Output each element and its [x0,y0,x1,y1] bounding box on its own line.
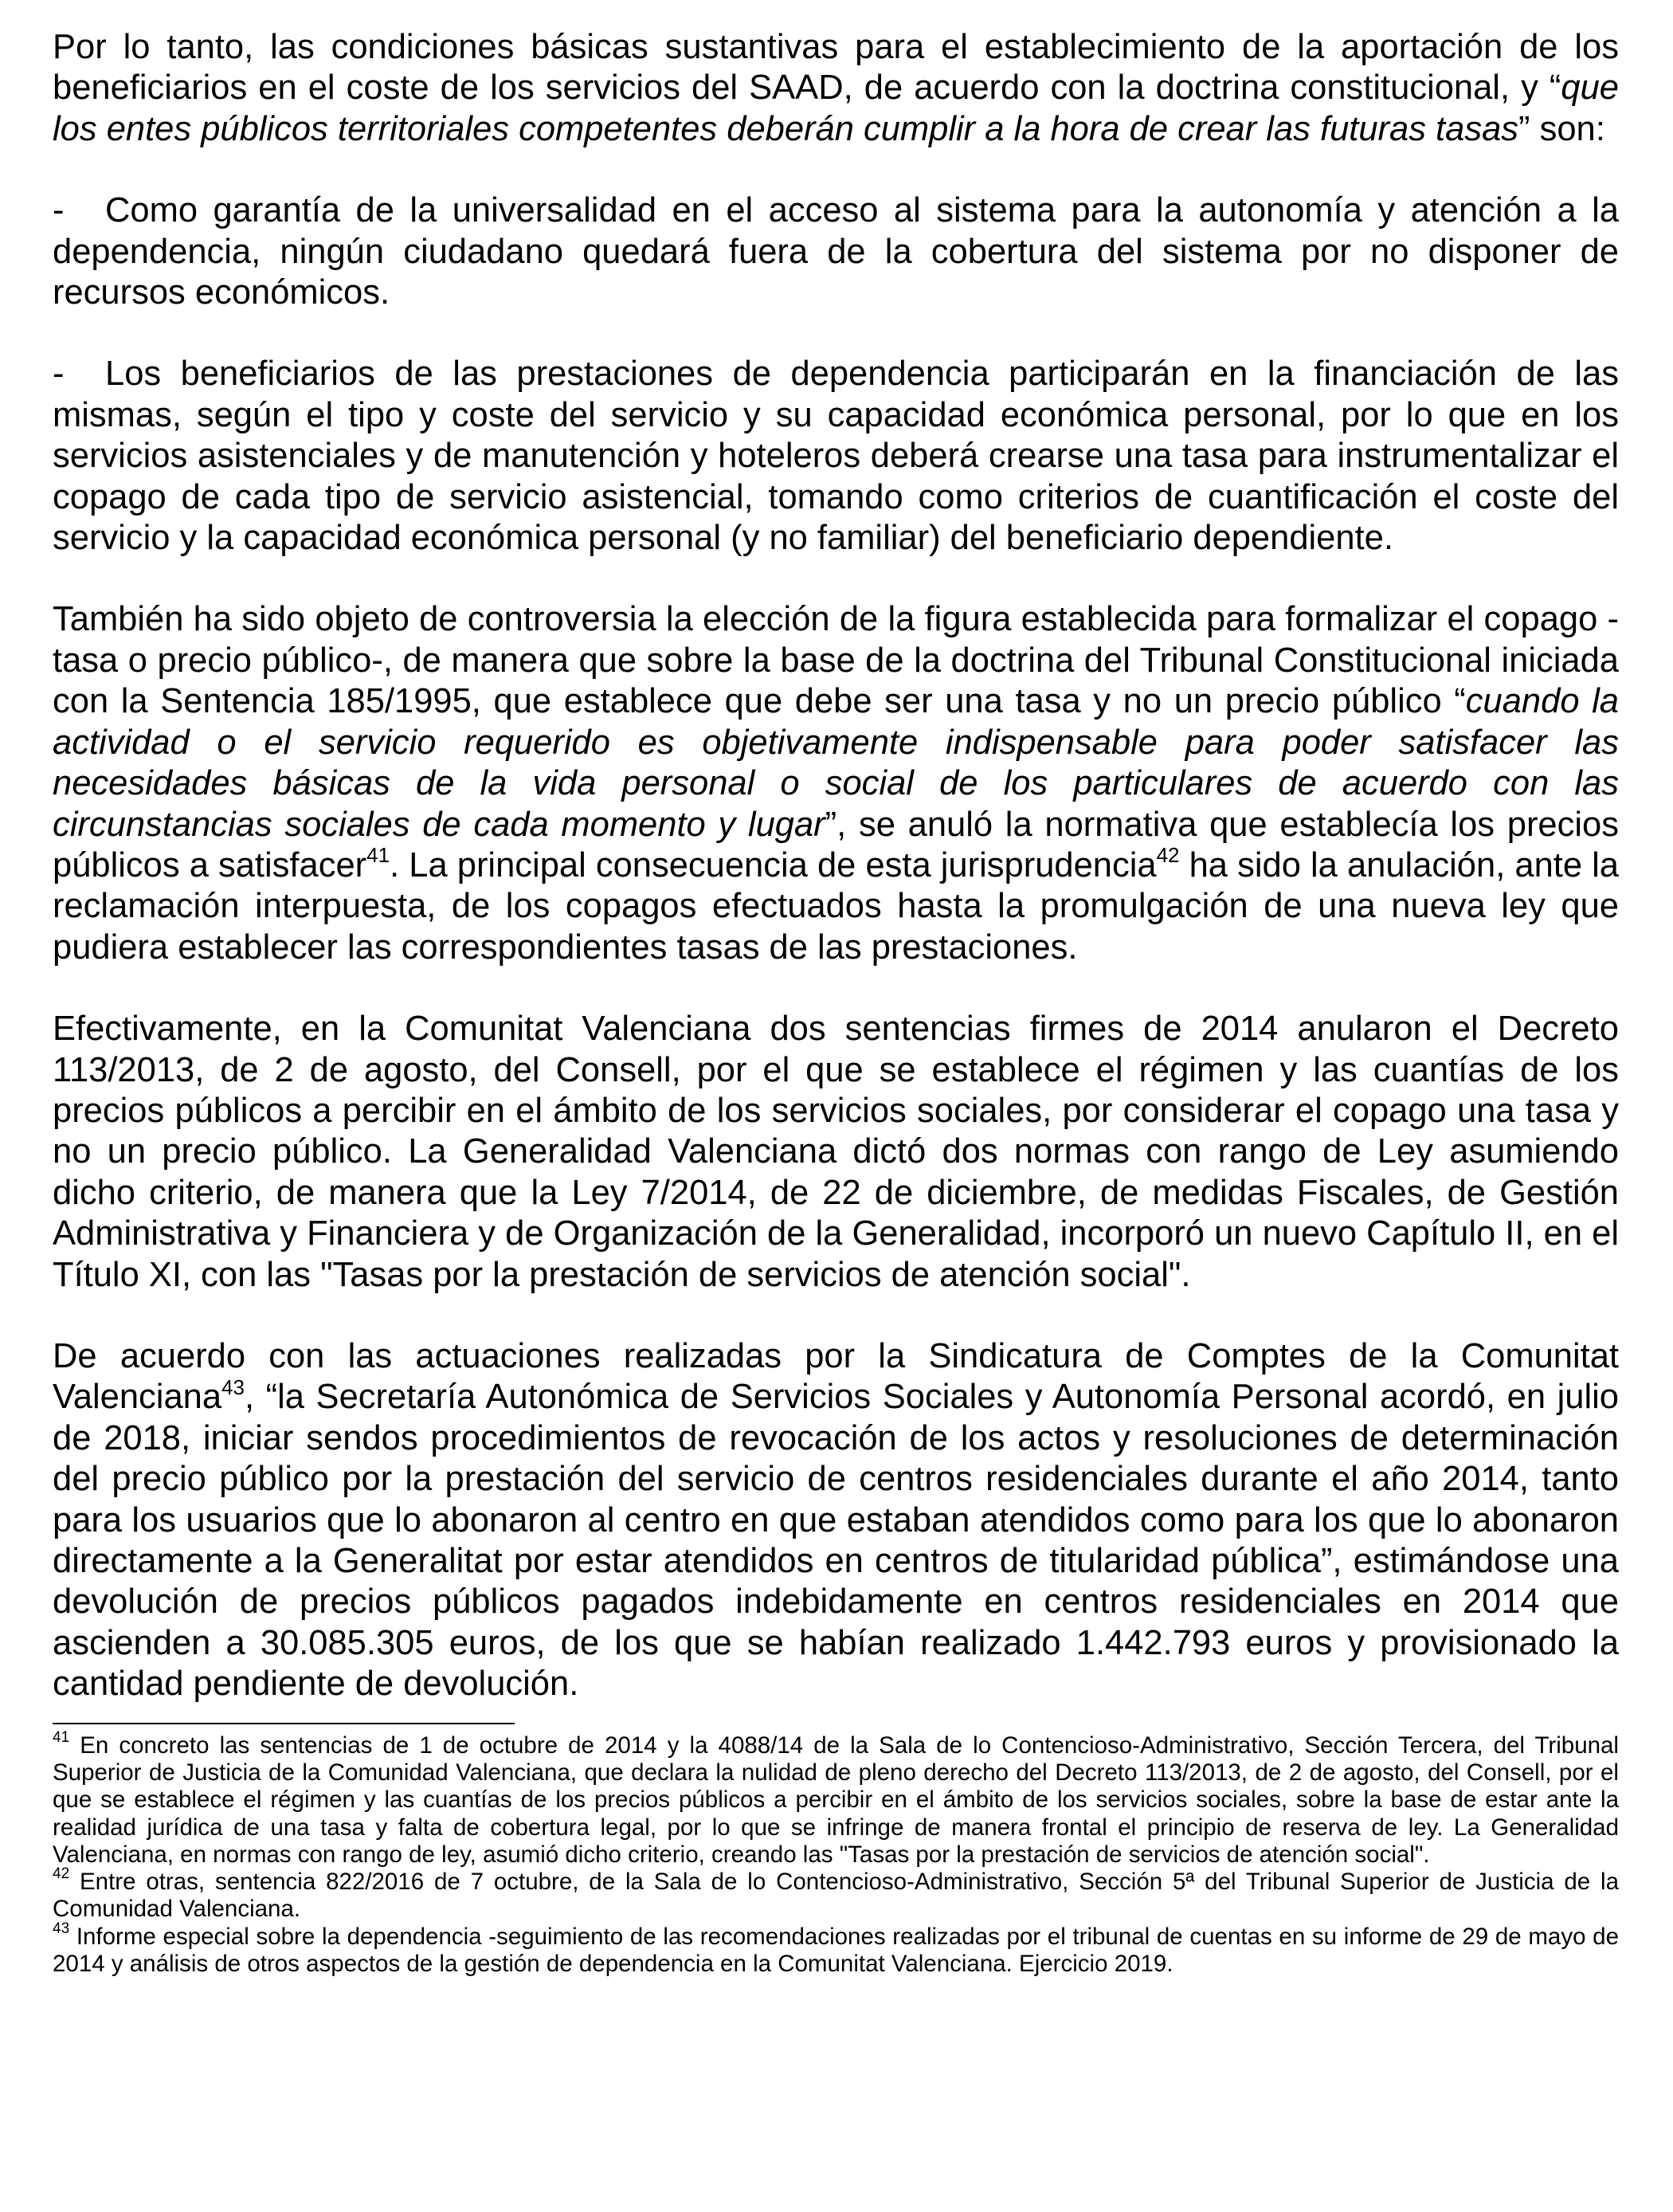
text: , “la Secretaría Autonómica de Servicios Sociales y Autonomía Personal acordó, en julio de 2018, iniciar sendos procedimientos de revocación de los actos y resoluciones de determinación del precio público por la prestación del servicio de centros residenciales durante el año 2014, tanto para los usuarios que lo abonaron al centro en que estaban atendidos como para los que lo abonaron directamente a la Generalitat por estar atendidos en centros de titularidad pública”, estimándose una devolución de precios públicos pagados indebidamente en centros residenciales en 2014 que ascienden a 30.085.305 euros, de los que se habían realizado 1.442.793 euros y provisionado la cantidad pendiente de devolución. [53,1378,1619,1704]
text: De acuerdo con las actuaciones realizadas por la Sindicatura de Comptes de la Comunitat Valenciana [53,1336,1619,1417]
list-item-text: Los beneficiarios de las prestaciones de dependencia participarán en la financiación de las mismas, según el tipo y coste del servicio y su capacidad económica personal, por lo que en los servicios asistenciales y de manutención y hoteleros deberá crearse una tasa para instrumentalizar el copago de cada tipo de servicio asistencial, tomando como criterios de cuantificación el coste del servicio y la capacidad económica personal (y no familiar) del beneficiario dependiente. [53,355,1619,558]
footnote-ref-43[interactable]: 43 [221,1375,245,1399]
footnote-text: En concreto las sentencias de 1 de octubre de 2014 y la 4088/14 de la Sala de lo Contencioso-Administrativo, Sección Tercera, del Tribunal Superior de Justicia de la Comunidad Valenciana, que declara la nulidad de pleno derecho del Decreto 113/2013, de 2 de agosto, del Consell, por el que se establece el régimen y las cuantías de los precios públicos a percibir en el ámbito de los servicios sociales, sobre la base de estar ante la realidad jurídica de una tasa y falta de cobertura legal, por lo que se infringe de manera frontal el principio de reserva de ley. La Generalidad Valenciana, en normas con rango de ley, asumió dicho criterio, creando las "Tasas por la prestación de servicios de atención social". [53,1732,1619,1868]
list-item-financing [53,354,1619,559]
footnote-43 [53,1920,1619,1979]
text: También ha sido objeto de controversia la elección de la figura establecida para formalizar el copago -tasa o precio público-, de manera que sobre la base de la doctrina del Tribunal Constitucional iniciada con la Sentencia 185/1995, que establece que debe ser una tasa y no un precio público “ [53,600,1619,721]
footnote-42 [53,1865,1619,1924]
list-dash: - [53,191,65,230]
text: Por lo tanto, las condiciones básicas sustantivas para el establecimiento de la aportación de los beneficiarios en el coste de los servicios del SAAD, de acuerdo con la doctrina constitucional, y “ [53,28,1619,108]
italic-quote: que los entes públicos territoriales competentes deberán cumplir a la hora de crear las futuras tasas [53,69,1619,148]
text: ” son: [1518,109,1605,148]
footnote-separator [53,1723,515,1724]
document-page [53,27,1619,1978]
footnote-text: Entre otras, sentencia 822/2016 de 7 octubre, de la Sala de lo Contencioso-Administrativo, Sección 5ª del Tribunal Superior de Justicia de la Comunidad Valenciana. [53,1869,1619,1923]
footnote-ref-41[interactable]: 41 [366,843,390,868]
list-item-text: Como garantía de la universalidad en el acceso al sistema para la autonomía y atención a la dependencia, ningún ciudadano quedará fuera de la cobertura del sistema por no disponer de recursos económicos. [53,191,1619,312]
text: Efectivamente, en la Comunitat Valenciana dos sentencias firmes de 2014 anularon el Decreto 113/2013, de 2 de agosto, del Consell, por el que se establece el régimen y las cuantías de los precios públicos a percibir en el ámbito de los servicios sociales, por considerar el copago una tasa y no un precio público. La Generalidad Valenciana dictó dos normas con rango de Ley asumiendo dicho criterio, de manera que la Ley 7/2014, de 22 de diciembre, de medidas Fiscales, de Gestión Administrativa y Financiera y de Organización de la Generalidad, incorporó un nuevo Capítulo II, en el Título XI, con las "Tasas por la prestación de servicios de atención social". [53,1010,1619,1294]
footnote-text: Informe especial sobre la dependencia -seguimiento de las recomendaciones realizadas por el tribunal de cuentas en su informe de 29 de mayo de 2014 y análisis de otros aspectos de la gestión de dependencia en la Comunitat Valenciana. Ejercicio 2019. [53,1923,1619,1977]
footnote-41 [53,1728,1619,1869]
paragraph-valencia-rulings [53,1009,1619,1296]
text: ”, se anuló la normativa que establecía los precios públicos a satisfacer [53,805,1619,884]
footnote-ref-42[interactable]: 42 [1156,843,1180,868]
footnote-number: 42 [53,1865,70,1883]
italic-quote: cuando la actividad o el servicio requerido es objetivamente indispensable para poder satisfacer las necesidades básicas de la vida personal o social de los particulares de acuerdo con las circunstancias sociales de cada momento y lugar [53,682,1619,844]
paragraph-conditions-intro [53,27,1619,150]
list-item-universality [53,190,1619,313]
paragraph-controversy [53,599,1619,968]
text: . La principal consecuencia de esta jurisprudencia [390,845,1157,884]
footnote-number: 41 [53,1728,70,1746]
list-dash: - [53,355,65,394]
text: ha sido la anulación, ante la reclamación interpuesta, de los copagos efectuados hasta la promulgación de una nueva ley que pudiera establecer las correspondientes tasas de las prestaciones. [53,845,1619,967]
footnote-number: 43 [53,1920,70,1937]
paragraph-sindicatura [53,1336,1619,1705]
